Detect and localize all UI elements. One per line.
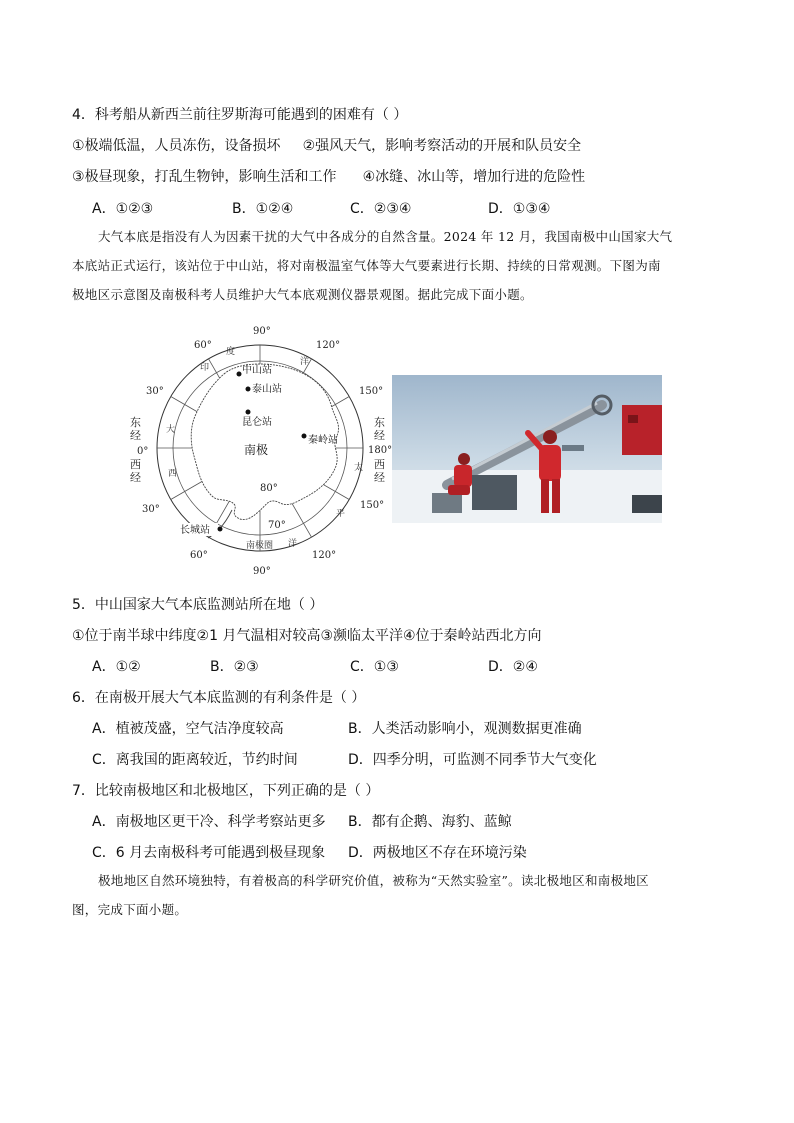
passage-2-line-1: 极地地区自然环境独特，有着极高的科学研究价值，被称为“天然实验室”。读北极地区和南极地区	[98, 873, 649, 888]
photo-building-window	[628, 415, 638, 423]
lon-label-top-left: 60°	[194, 340, 212, 351]
lon-label-bottom: 90°	[253, 566, 271, 577]
passage-2-line-2: 图，完成下面小题。	[72, 902, 188, 917]
lon-label-upper-left: 30°	[146, 386, 164, 397]
q6-stem: 6．在南极开展大气本底监测的有利条件是（ ）	[72, 690, 366, 706]
lon-label-top: 90°	[253, 326, 271, 337]
q7-option-a: A．南极地区更干冷、科学考察站更多	[92, 814, 326, 830]
passage-2	[72, 866, 722, 924]
lon-label-bottom-left: 60°	[190, 550, 208, 561]
taishan-station-label: 泰山站	[252, 384, 282, 395]
kunlun-station-label: 昆仑站	[242, 417, 272, 428]
q7-stem: 7．比较南极地区和北极地区，下列正确的是（ ）	[72, 783, 380, 799]
qinling-station-dot	[302, 434, 307, 439]
passage-1-line-1: 大气本底是指没有人为因素干扰的大气中各成分的自然含量。2024 年 12 月，我国南极中山国家大气	[98, 229, 673, 244]
qinling-station-label: 秦岭站	[308, 435, 338, 446]
q4-item1: ①极端低温，人员冻伤，设备损坏	[72, 138, 281, 154]
kunlun-station-dot	[246, 410, 251, 415]
q4-items-row1	[72, 135, 581, 155]
lat-label-70: 70°	[268, 520, 286, 531]
changcheng-station-dot	[218, 527, 223, 532]
scientists-photo	[392, 375, 662, 523]
q6-option-a: A．植被茂盛，空气洁净度较高	[92, 721, 284, 737]
q4-option-c: C．②③④	[350, 201, 412, 217]
q4-option-d: D．①③④	[488, 201, 551, 217]
changcheng-station-label: 长城站	[180, 525, 210, 536]
lon-label-upper-right: 150°	[359, 386, 384, 397]
q5-option-d: D．②④	[488, 659, 538, 675]
passage-1-line-2: 本底站正式运行，该站位于中山站，将对南极温室气体等大气要素进行长期、持续的日常观测。下图为南	[72, 258, 661, 273]
lon-label-bottom-right: 120°	[312, 550, 337, 561]
taishan-station-dot	[246, 387, 251, 392]
q4-item2: ②强风天气，影响考察活动的开展和队员安全	[302, 138, 582, 154]
photo-person-1-legs	[448, 485, 470, 495]
q7-option-c: C．6 月去南极科考可能遇到极昼现象	[92, 845, 326, 861]
lon-label-right: 180°	[368, 445, 393, 456]
q5-option-a: A．①②	[92, 659, 141, 675]
q7-option-b: B．都有企鹅、海豹、蓝鲸	[348, 814, 512, 830]
q4-stem: 4．科考船从新西兰前往罗斯海可能遇到的困难有（ ）	[72, 107, 408, 123]
zhongshan-station-dot	[237, 372, 242, 377]
q4-item3: ③极昼现象，打乱生物钟，影响生活和工作	[72, 169, 337, 185]
photo-person-2-leg-left	[541, 479, 549, 513]
ocean-label-pacific-0: 太	[354, 463, 364, 473]
ocean-label-pacific-2: 洋	[288, 539, 298, 549]
photo-equipment-base	[432, 493, 462, 513]
q5-option-c: C．①③	[350, 659, 399, 675]
photo-person-2-head	[543, 430, 557, 444]
lon-label-top-right: 120°	[316, 340, 341, 351]
west-label-1: 西	[130, 458, 141, 471]
ocean-label-indian-2: 洋	[300, 357, 310, 367]
q4-item4: ④冰缝、冰山等，增加行进的危险性	[362, 169, 586, 185]
q5-option-b: B．②③	[210, 659, 259, 675]
passage-1	[72, 222, 722, 309]
q5-items: ①位于南半球中纬度②1 月气温相对较高③濒临太平洋④位于秦岭站西北方向	[72, 628, 542, 644]
antarctica-map	[128, 322, 398, 578]
q4-items-row2	[72, 166, 585, 186]
east-label-1: 东	[130, 416, 141, 429]
ocean-label-pacific-1: 平	[336, 509, 346, 519]
ocean-label-indian-1: 度	[226, 347, 236, 357]
west-label-right-1: 西	[374, 458, 385, 471]
west-label-right-2: 经	[374, 471, 385, 484]
q6-option-c: C．离我国的距离较近，节约时间	[92, 752, 298, 768]
q7-option-d: D．两极地区不存在环境污染	[348, 845, 527, 861]
q4-option-a: A．①②③	[92, 201, 154, 217]
photo-person-2-leg-right	[552, 479, 560, 513]
passage-1-line-3: 极地区示意图及南极科考人员维护大气本底观测仪器景观图。据此完成下面小题。	[72, 287, 533, 302]
ocean-label-atlantic-1: 西	[168, 469, 178, 479]
antarctic-circle-label: 南极圈	[246, 541, 274, 551]
q5-stem: 5．中山国家大气本底监测站所在地（ ）	[72, 597, 324, 613]
photo-distant-structure	[562, 445, 584, 451]
photo-red-building	[622, 405, 662, 455]
photo-equipment-box	[472, 475, 517, 510]
east-label-2: 经	[130, 429, 141, 442]
ocean-label-indian-0: 印	[200, 363, 210, 373]
photo-person-1-body	[454, 465, 472, 487]
east-label-right-2: 经	[374, 429, 385, 442]
q4-option-b: B．①②④	[232, 201, 294, 217]
lon-label-lower-left: 30°	[142, 504, 160, 515]
photo-person-1-head	[458, 453, 470, 465]
west-label-2: 经	[130, 471, 141, 484]
east-label-right-1: 东	[374, 416, 385, 429]
zhongshan-station-label: 中山站	[242, 365, 272, 376]
photo-foreground-debris	[632, 495, 662, 513]
lat-label-80: 80°	[260, 483, 278, 494]
south-pole-label: 南极	[244, 443, 269, 457]
q6-option-b: B．人类活动影响小，观测数据更准确	[348, 721, 582, 737]
lon-label-left: 0°	[137, 446, 149, 457]
ocean-label-atlantic-0: 大	[166, 425, 176, 435]
q6-option-d: D．四季分明，可监测不同季节大气变化	[348, 752, 597, 768]
lon-label-lower-right: 150°	[360, 500, 385, 511]
